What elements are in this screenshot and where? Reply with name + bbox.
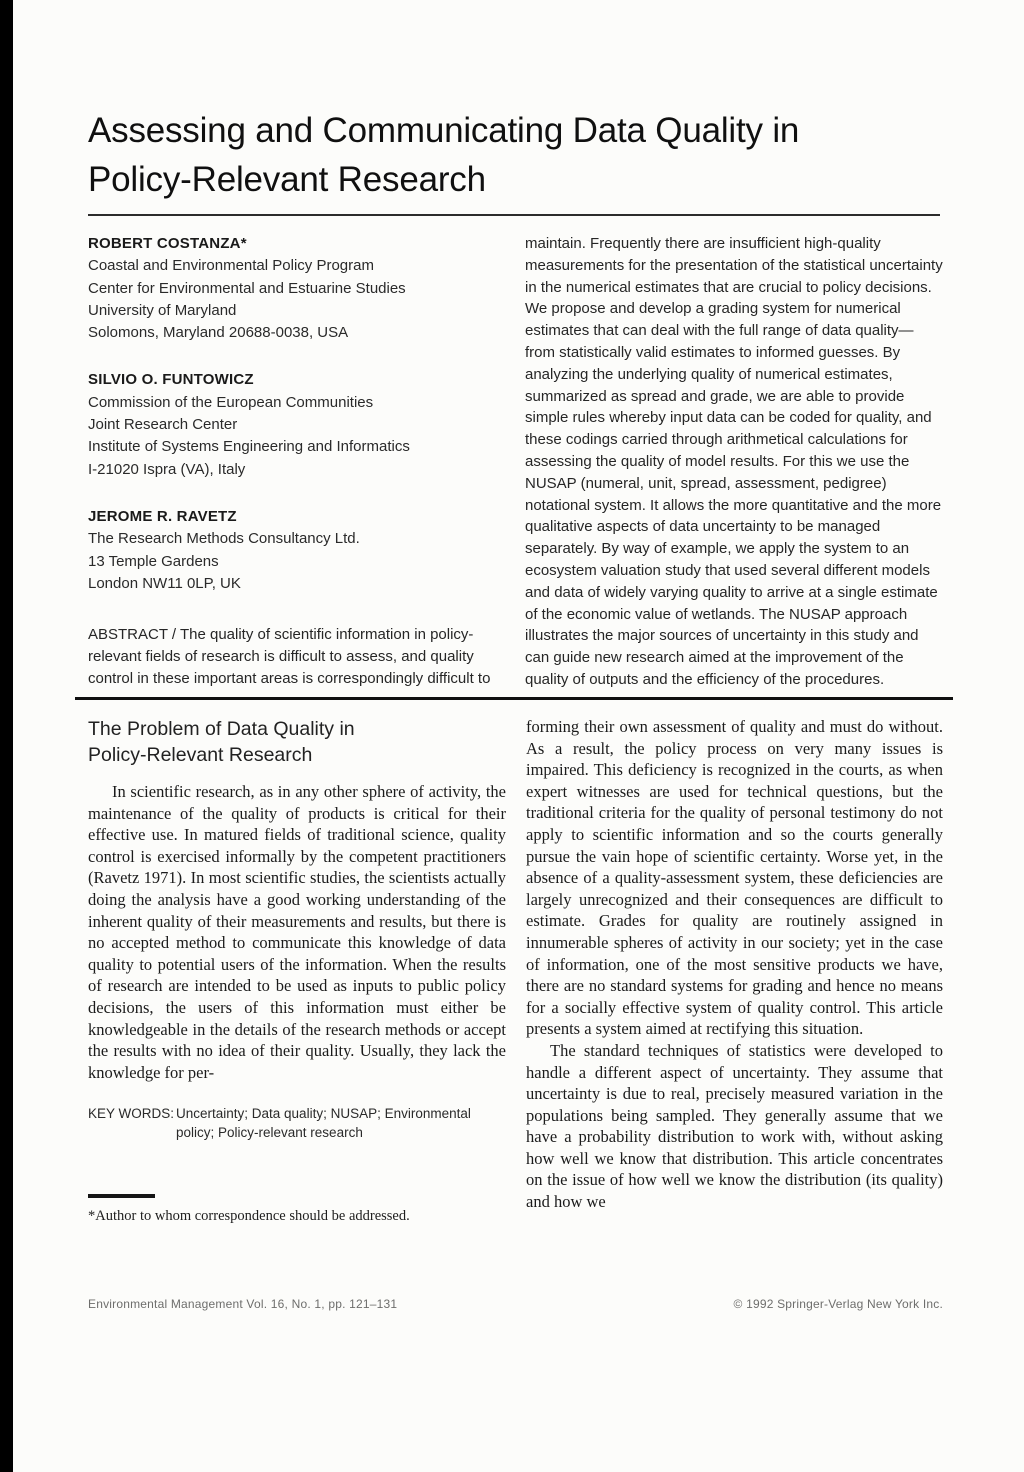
page-footer bbox=[88, 1297, 943, 1311]
footnote-rule bbox=[88, 1194, 155, 1198]
title-divider-rule bbox=[88, 214, 940, 216]
article-title bbox=[88, 106, 948, 204]
body-left-column bbox=[88, 716, 506, 1226]
author-affiliation-line: Center for Environmental and Estuarine Studies bbox=[88, 279, 406, 297]
author-name: SILVIO O. FUNTOWICZ bbox=[88, 371, 254, 389]
body-right-column bbox=[526, 716, 943, 1226]
author-name: JEROME R. RAVETZ bbox=[88, 507, 237, 525]
author-block-funtowicz bbox=[88, 369, 507, 480]
author-affiliation-line: Coastal and Environmental Policy Program bbox=[88, 257, 374, 275]
author-affiliation-line: I-21020 Ispra (VA), Italy bbox=[88, 460, 246, 478]
author-name: ROBERT COSTANZA* bbox=[88, 235, 247, 252]
abstract-right-column: maintain. Frequently there are insufficient high-quality measurements for the presentation of the statistical uncertainty in the numerical estimates that are crucial to policy decisions. We propose and develop a grading system for numerical estimates that can deal with the full range of data quality—from statistically valid estimates to informed guesses. By analyzing the underlying quality of numerical estimates, summarized as spread and grade, we are able to provide simple rules whereby input data can be coded for quality, and these codings carried through arithmetical calculations for assessing the quality of model results. For this we use the NUSAP (numeral, unit, spread, assessment, pedigree) notational system. It allows the more quantitative and the more qualitative aspects of data uncertainty to be managed separately. By way of example, we apply the system to an ecosystem valuation study that used several different models and data of widely varying quality to arrive at a single estimate of the economic value of wetlands. The NUSAP approach illustrates the major sources of uncertainty in this study and can guide new research aimed at the improvement of the quality of outputs and the efficiency of the procedures. bbox=[525, 235, 943, 688]
author-affiliation-line: University of Maryland bbox=[88, 301, 237, 319]
abstract-left-column: ABSTRACT / The quality of scientific information in policy-relevant fields of research is difficult to assess, and quality control in these important areas is correspondingly difficult to bbox=[88, 626, 491, 687]
copyright-notice: © 1992 Springer-Verlag New York Inc. bbox=[733, 1297, 943, 1311]
body-columns bbox=[88, 716, 943, 1226]
body-paragraph: In scientific research, as in any other sphere of activity, the maintenance of the quality of products is critical for their effective use. In matured fields of traditional science, quality control is exercised informally by the competent practitioners (Ravetz 1971). In most scientific studies, the scientists actually doing the analysis have a good working understanding of the inherent quality of their measurements and results, but there is no accepted method to communicate this knowledge of data quality to potential users of the information. When the results of research are intended to be used as inputs to public policy decisions, the users of this information must either be knowledgeable in the details of the research methods or accept the results with no idea of their quality. Usually, they lack the knowledge for per- bbox=[88, 782, 506, 1082]
abstract-divider-rule bbox=[75, 697, 953, 700]
keywords-text: Uncertainty; Data quality; NUSAP; Environmental policy; Policy-relevant research bbox=[176, 1106, 471, 1141]
article-title-line1: Assessing and Communicating Data Quality in bbox=[88, 111, 800, 150]
author-affiliation-line: 13 Temple Gardens bbox=[88, 552, 219, 570]
journal-citation: Environmental Management Vol. 16, No. 1, pp. 121–131 bbox=[88, 1297, 398, 1311]
author-affiliation-line: Commission of the European Communities bbox=[88, 393, 374, 411]
abstract-column bbox=[525, 233, 943, 691]
author-block-costanza bbox=[88, 233, 507, 344]
body-paragraph: forming their own assessment of quality and must do without. As a result, the policy process on very many issues is impaired. This deficiency is recognized in the courts, as when expert witnesses are used for technical questions, but the traditional criteria for the quality of personal testimony do not apply to scientific information and so the courts generally pursue the vain hope of scientific certainty. Worse yet, in the absence of a quality-assessment system, these deficiencies are largely unrecognized and their consequences are difficult to estimate. Grades for quality are routinely assigned in innumerable spheres of activity in our society; yet in the case of information, one of the most sensitive products we have, there are no standard systems for grading and hence no means for a socially effective system of quality control. This article presents a system aimed at rectifying this situation. bbox=[526, 717, 943, 1039]
section-heading-line2: Policy-Relevant Research bbox=[88, 744, 313, 766]
keywords-block bbox=[88, 1104, 506, 1142]
author-block-ravetz bbox=[88, 506, 507, 595]
author-affiliation-line: The Research Methods Consultancy Ltd. bbox=[88, 530, 360, 548]
authors-column bbox=[88, 233, 507, 691]
header-columns bbox=[88, 233, 943, 691]
article-title-line2: Policy-Relevant Research bbox=[88, 160, 486, 199]
author-affiliation-line: Solomons, Maryland 20688-0038, USA bbox=[88, 324, 349, 342]
author-affiliation-line: London NW11 0LP, UK bbox=[88, 574, 241, 592]
keywords-label: KEY WORDS: bbox=[88, 1106, 175, 1122]
scan-edge-artifact bbox=[0, 0, 13, 1472]
section-heading bbox=[88, 716, 506, 768]
correspondence-footnote: *Author to whom correspondence should be addressed. bbox=[88, 1208, 410, 1225]
section-heading-line1: The Problem of Data Quality in bbox=[88, 718, 355, 740]
author-affiliation-line: Joint Research Center bbox=[88, 416, 238, 434]
author-affiliation-line: Institute of Systems Engineering and Informatics bbox=[88, 438, 410, 456]
body-paragraph: The standard techniques of statistics were developed to handle a different aspect of uncertainty. They assume that uncertainty is due to real, precisely measured variation in the populations being sampled. They generally assume that we have a probability distribution to work with, without asking how well we know that distribution. This article concentrates on the issue of how well we know the distribution (its quality) and how we bbox=[526, 1040, 943, 1212]
